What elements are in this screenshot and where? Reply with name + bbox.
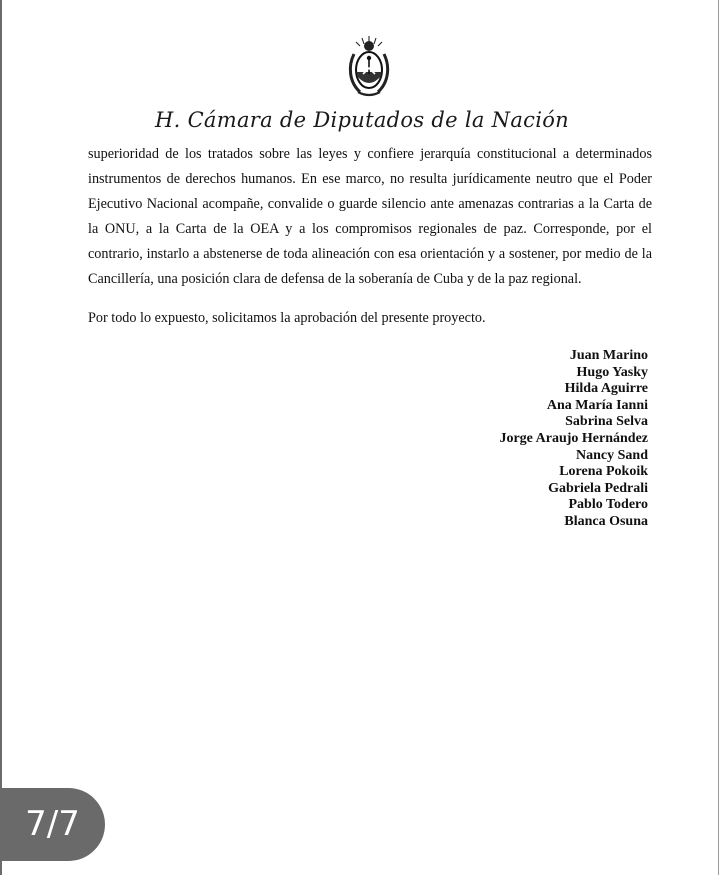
signatory-name: Hugo Yasky [576,364,648,380]
coat-of-arms-icon [346,34,392,100]
signatory-name: Ana María Ianni [546,397,648,413]
signatory-name: Lorena Pokoik [559,464,648,480]
body-paragraph [88,142,652,292]
page-indicator: 7/7 [0,788,105,861]
signatory-name: Gabriela Pedrali [548,480,648,496]
signatory-name: Pablo Todero [568,497,648,513]
closing-sentence: Por todo lo expuesto, solicitamos la aprobación del presente proyecto. [88,310,486,326]
signatory-name: Juan Marino [569,348,648,363]
signatory-name: Blanca Osuna [564,513,648,529]
paragraph-text: superioridad de los tratados sobre las leyes y confiere jerarquía constitucional a determinados instrumentos de derechos humanos. En ese marco, no resulta jurídicamente neutro que el Poder Ejecutivo Nacional acompañe, convalide o guarde silencio ante amenazas contrarias a la Carta de la ONU, a la Carta de la OEA y a los compromisos regionales de paz. Corresponde, por el contrario, instarlo a abstenerse de toda alineación con esa orientación y a sostener, por medio de la Cancillería, una posición clara de defensa de la soberanía de Cuba y de la paz regional. [88,146,652,287]
signatory-name: Jorge Araujo Hernández [499,430,648,446]
signatory-name: Hilda Aguirre [564,381,648,397]
signatory-name: Sabrina Selva [565,414,648,430]
signatories-list [499,348,648,531]
signatory-name: Nancy Sand [576,447,648,463]
chamber-title: H. Cámara de Diputados de la Nación [155,108,569,132]
